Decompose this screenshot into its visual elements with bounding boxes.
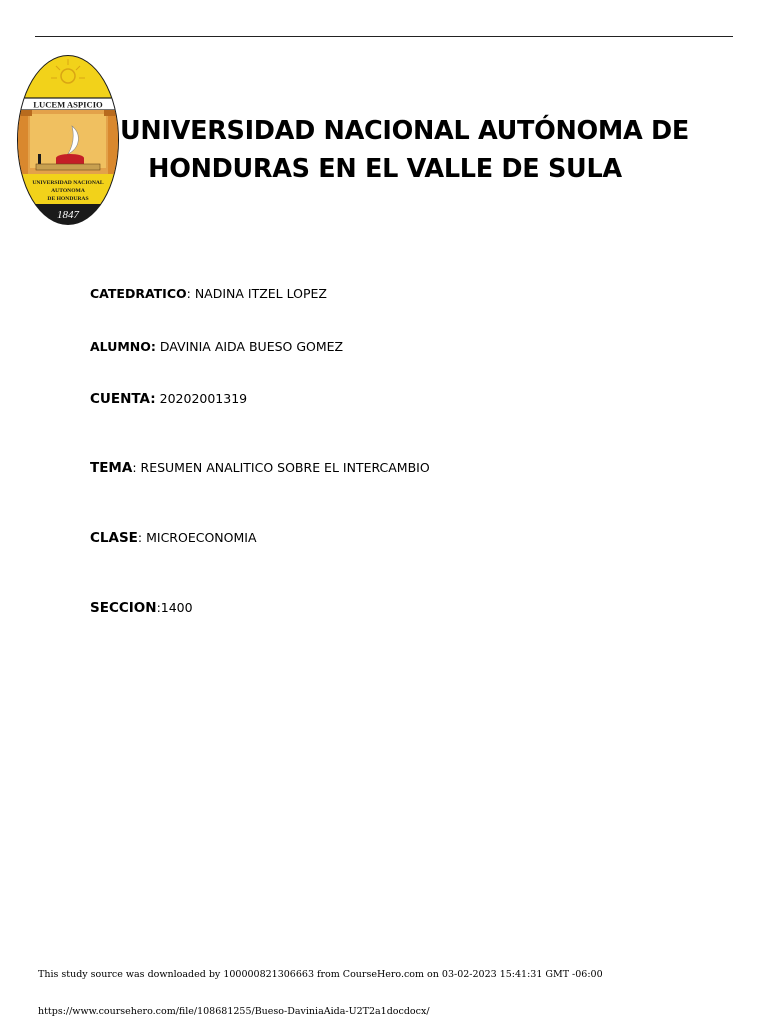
field-catedratico [90, 286, 327, 302]
field-seccion [90, 600, 193, 616]
field-value: DAVINIA AIDA BUESO GOMEZ [159, 339, 344, 354]
field-value: 1400 [160, 600, 193, 615]
field-cuenta [90, 391, 247, 407]
field-label: ALUMNO: [90, 339, 156, 354]
field-label: CATEDRATICO [90, 286, 187, 301]
field-value: 20202001319 [159, 391, 248, 406]
download-note: This study source was downloaded by 100000821306663 from CourseHero.com on 03-02-2023 15:41:31 GMT -06:00 [38, 969, 603, 980]
field-label: CLASE [90, 530, 138, 546]
university-seal-logo [16, 54, 120, 226]
top-rule [35, 36, 733, 37]
field-label: CUENTA: [90, 391, 156, 407]
source-url-link[interactable]: https://www.coursehero.com/file/108681255/Bueso-DaviniaAida-U2T2a1docdocx/ [38, 1006, 430, 1017]
field-label: TEMA [90, 460, 133, 476]
field-alumno [90, 339, 343, 355]
field-value: NADINA ITZEL LOPEZ [194, 286, 327, 301]
seal-year: 1847 [57, 209, 79, 221]
title-line-2: HONDURAS EN EL VALLE DE SULA [148, 154, 622, 184]
field-separator: : [186, 286, 195, 301]
field-value: MICROECONOMIA [146, 530, 257, 545]
field-label: SECCION [90, 600, 157, 616]
field-tema [90, 460, 430, 476]
seal-inscription-line-1: UNIVERSIDAD NACIONAL [32, 180, 104, 186]
title-line-1: UNIVERSIDAD NACIONAL AUTÓNOMA DE [120, 116, 690, 146]
field-value: RESUMEN ANALITICO SOBRE EL INTERCAMBIO [140, 460, 430, 475]
field-clase [90, 530, 257, 546]
field-separator: : [137, 530, 147, 545]
page-title [120, 112, 690, 188]
field-separator: : [132, 460, 141, 475]
seal-inscription-line-2: AUTONOMA [51, 188, 85, 194]
seal-motto: LUCEM ASPICIO [33, 99, 103, 110]
field-separator: : [156, 600, 161, 615]
seal-inscription-line-3: DE HONDURAS [47, 196, 89, 202]
